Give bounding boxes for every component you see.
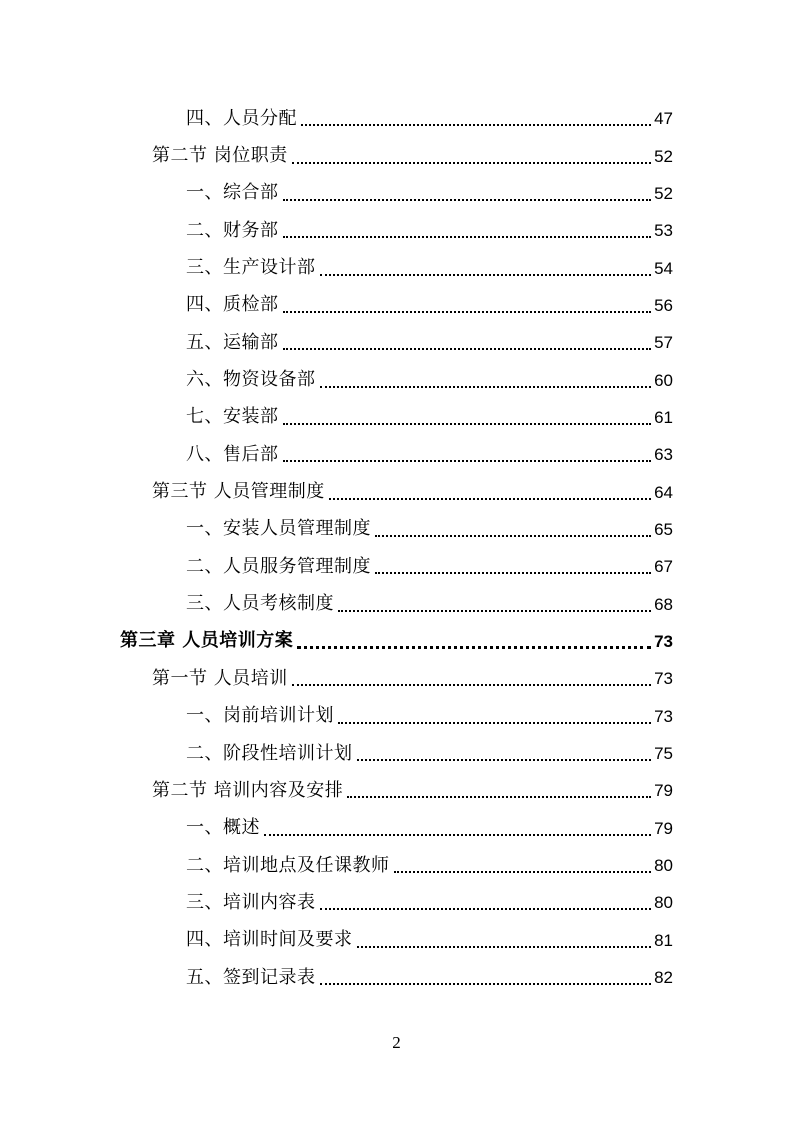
toc-entry-item[interactable] bbox=[0, 698, 793, 735]
toc-entry-title: 第一节 人员培训 bbox=[152, 667, 288, 689]
dot-leader bbox=[297, 645, 651, 649]
toc-entry-item[interactable] bbox=[0, 548, 793, 585]
dot-leader bbox=[283, 198, 652, 201]
toc-entry-title: 三、生产设计部 bbox=[186, 257, 316, 279]
toc-entry-title: 第二节 岗位职责 bbox=[152, 145, 288, 167]
dot-leader bbox=[320, 273, 652, 276]
toc-entry-page-number: 73 bbox=[654, 631, 673, 651]
toc-entry-item[interactable] bbox=[0, 735, 793, 772]
toc-entry-item[interactable] bbox=[0, 175, 793, 212]
toc-entry-title: 二、阶段性培训计划 bbox=[186, 742, 353, 764]
toc-entry-page-number: 47 bbox=[654, 109, 673, 129]
toc-entry-title: 四、人员分配 bbox=[186, 107, 297, 129]
toc-entry-title: 三、人员考核制度 bbox=[186, 593, 334, 615]
toc-entry-title: 一、安装人员管理制度 bbox=[186, 518, 371, 540]
toc-entry-item[interactable] bbox=[0, 511, 793, 548]
toc-entry-page-number: 64 bbox=[654, 482, 673, 502]
toc-entry-page-number: 53 bbox=[654, 221, 673, 241]
dot-leader bbox=[338, 721, 651, 724]
toc-entry-item[interactable] bbox=[0, 884, 793, 921]
toc-entry-section[interactable] bbox=[0, 660, 793, 697]
dot-leader bbox=[375, 534, 651, 537]
dot-leader bbox=[283, 347, 652, 350]
toc-entry-page-number: 79 bbox=[654, 781, 673, 801]
toc-entry-item[interactable] bbox=[0, 361, 793, 398]
dot-leader bbox=[320, 907, 652, 910]
toc-entry-title: 二、人员服务管理制度 bbox=[186, 555, 371, 577]
dot-leader bbox=[292, 161, 651, 164]
toc-entry-page-number: 52 bbox=[654, 146, 673, 166]
toc-entry-item[interactable] bbox=[0, 399, 793, 436]
toc-entry-chapter[interactable] bbox=[0, 623, 793, 660]
dot-leader bbox=[394, 870, 652, 873]
toc-entry-section[interactable] bbox=[0, 473, 793, 510]
toc-entry-item[interactable] bbox=[0, 100, 793, 137]
toc-entry-item[interactable] bbox=[0, 324, 793, 361]
dot-leader bbox=[357, 945, 652, 948]
dot-leader bbox=[347, 795, 651, 798]
toc-entry-page-number: 67 bbox=[654, 557, 673, 577]
toc-entry-title: 七、安装部 bbox=[186, 406, 279, 428]
dot-leader bbox=[283, 459, 652, 462]
dot-leader bbox=[338, 609, 651, 612]
dot-leader bbox=[320, 982, 652, 985]
toc-entry-page-number: 52 bbox=[654, 183, 673, 203]
toc-entry-title: 四、培训时间及要求 bbox=[186, 929, 353, 951]
toc-entry-title: 五、签到记录表 bbox=[186, 966, 316, 988]
toc-entry-page-number: 60 bbox=[654, 370, 673, 390]
toc-entry-page-number: 65 bbox=[654, 519, 673, 539]
dot-leader bbox=[283, 422, 652, 425]
dot-leader bbox=[301, 123, 651, 126]
toc-entry-page-number: 81 bbox=[654, 930, 673, 950]
toc-entry-page-number: 68 bbox=[654, 594, 673, 614]
toc-entry-page-number: 57 bbox=[654, 333, 673, 353]
dot-leader bbox=[283, 310, 652, 313]
page-number: 2 bbox=[392, 1033, 401, 1052]
toc-entry-item[interactable] bbox=[0, 287, 793, 324]
toc-entry-item[interactable] bbox=[0, 249, 793, 286]
dot-leader bbox=[320, 385, 652, 388]
toc-entry-item[interactable] bbox=[0, 436, 793, 473]
toc-entry-page-number: 63 bbox=[654, 445, 673, 465]
toc-entry-title: 四、质检部 bbox=[186, 294, 279, 316]
toc-entry-page-number: 73 bbox=[654, 706, 673, 726]
toc-entry-item[interactable] bbox=[0, 212, 793, 249]
toc-entry-page-number: 75 bbox=[654, 744, 673, 764]
toc-entry-page-number: 54 bbox=[654, 258, 673, 278]
toc-entry-item[interactable] bbox=[0, 959, 793, 996]
dot-leader bbox=[329, 497, 651, 500]
toc-entry-title: 五、运输部 bbox=[186, 331, 279, 353]
toc-entry-title: 第三章 人员培训方案 bbox=[120, 630, 294, 652]
dot-leader bbox=[375, 571, 651, 574]
dot-leader bbox=[357, 758, 652, 761]
toc-entry-title: 一、概述 bbox=[186, 817, 260, 839]
toc-entry-item[interactable] bbox=[0, 847, 793, 884]
toc-entry-title: 三、培训内容表 bbox=[186, 891, 316, 913]
toc-entry-title: 一、综合部 bbox=[186, 182, 279, 204]
toc-entry-page-number: 82 bbox=[654, 968, 673, 988]
toc-entry-item[interactable] bbox=[0, 922, 793, 959]
toc-entry-title: 二、财务部 bbox=[186, 219, 279, 241]
toc-entry-page-number: 79 bbox=[654, 818, 673, 838]
toc-entry-title: 第三节 人员管理制度 bbox=[152, 481, 325, 503]
toc-entry-title: 第二节 培训内容及安排 bbox=[152, 779, 344, 801]
toc-entry-title: 一、岗前培训计划 bbox=[186, 705, 334, 727]
toc-entry-item[interactable] bbox=[0, 585, 793, 622]
toc-entry-item[interactable] bbox=[0, 810, 793, 847]
toc-entry-section[interactable] bbox=[0, 772, 793, 809]
dot-leader bbox=[292, 683, 651, 686]
toc-entry-page-number: 73 bbox=[654, 669, 673, 689]
toc-entry-title: 六、物资设备部 bbox=[186, 369, 316, 391]
toc-entry-page-number: 80 bbox=[654, 856, 673, 876]
toc-entry-title: 八、售后部 bbox=[186, 443, 279, 465]
toc-entry-title: 二、培训地点及任课教师 bbox=[186, 854, 390, 876]
toc-entry-page-number: 80 bbox=[654, 893, 673, 913]
dot-leader bbox=[264, 833, 651, 836]
dot-leader bbox=[283, 235, 652, 238]
toc-entry-section[interactable] bbox=[0, 137, 793, 174]
toc-entry-page-number: 61 bbox=[654, 407, 673, 427]
toc-entry-page-number: 56 bbox=[654, 295, 673, 315]
table-of-contents bbox=[0, 100, 793, 996]
